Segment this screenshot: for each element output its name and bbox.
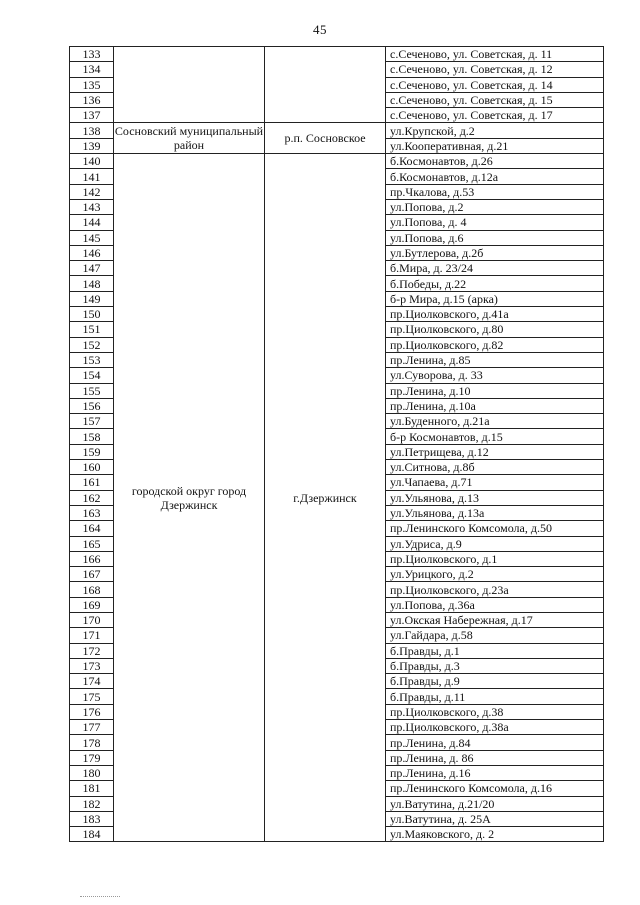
- row-number: 149: [70, 291, 114, 306]
- row-number: 170: [70, 612, 114, 627]
- row-number: 141: [70, 169, 114, 184]
- row-number: 182: [70, 796, 114, 811]
- address-cell: ул.Окская Набережная, д.17: [386, 612, 604, 627]
- address-cell: ул.Кооперативная, д.21: [386, 138, 604, 153]
- address-cell: пр.Ленинского Комсомола, д.16: [386, 781, 604, 796]
- table-row: [70, 123, 604, 138]
- address-cell: ул.Чапаева, д.71: [386, 475, 604, 490]
- address-cell: пр.Ленина, д.10: [386, 383, 604, 398]
- row-number: 179: [70, 750, 114, 765]
- settlement-cell: г.Дзержинск: [265, 154, 386, 842]
- district-cell: [114, 47, 265, 123]
- row-number: 175: [70, 689, 114, 704]
- row-number: 157: [70, 414, 114, 429]
- address-cell: б.Космонавтов, д.12а: [386, 169, 604, 184]
- row-number: 148: [70, 276, 114, 291]
- settlement-cell: [265, 47, 386, 123]
- address-cell: с.Сеченово, ул. Советская, д. 17: [386, 108, 604, 123]
- address-cell: пр.Циолковского, д.38а: [386, 720, 604, 735]
- address-cell: пр.Ленина, д.16: [386, 765, 604, 780]
- row-number: 145: [70, 230, 114, 245]
- row-number: 172: [70, 643, 114, 658]
- address-cell: пр.Циолковского, д.80: [386, 322, 604, 337]
- address-cell: пр.Ленинского Комсомола, д.50: [386, 521, 604, 536]
- address-cell: с.Сеченово, ул. Советская, д. 12: [386, 62, 604, 77]
- row-number: 177: [70, 720, 114, 735]
- row-number: 158: [70, 429, 114, 444]
- address-cell: ул.Ульянова, д.13: [386, 490, 604, 505]
- address-cell: пр.Ленина, д. 86: [386, 750, 604, 765]
- address-cell: пр.Ленина, д.85: [386, 352, 604, 367]
- row-number: 174: [70, 674, 114, 689]
- address-cell: пр.Ленина, д.10а: [386, 398, 604, 413]
- row-number: 163: [70, 505, 114, 520]
- row-number: 180: [70, 765, 114, 780]
- row-number: 181: [70, 781, 114, 796]
- row-number: 153: [70, 352, 114, 367]
- address-cell: ул.Крупской, д.2: [386, 123, 604, 138]
- address-cell: б.Правды, д.3: [386, 658, 604, 673]
- address-cell: пр.Циолковского, д.1: [386, 551, 604, 566]
- address-cell: пр.Чкалова, д.53: [386, 184, 604, 199]
- address-cell: ул.Попова, д. 4: [386, 215, 604, 230]
- address-cell: ул.Гайдара, д.58: [386, 628, 604, 643]
- row-number: 139: [70, 138, 114, 153]
- address-cell: ул.Ватутина, д.21/20: [386, 796, 604, 811]
- row-number: 178: [70, 735, 114, 750]
- address-cell: ул.Бутлерова, д.2б: [386, 245, 604, 260]
- row-number: 167: [70, 567, 114, 582]
- address-cell: с.Сеченово, ул. Советская, д. 11: [386, 47, 604, 62]
- address-table-body: [70, 47, 604, 842]
- row-number: 134: [70, 62, 114, 77]
- address-cell: ул.Ульянова, д.13а: [386, 505, 604, 520]
- settlement-cell: р.п. Сосновское: [265, 123, 386, 154]
- address-cell: б.Правды, д.11: [386, 689, 604, 704]
- address-cell: ул.Удриса, д.9: [386, 536, 604, 551]
- row-number: 137: [70, 108, 114, 123]
- address-cell: б.Мира, д. 23/24: [386, 261, 604, 276]
- page-number: 45: [313, 22, 327, 37]
- address-cell: пр.Циолковского, д.41а: [386, 307, 604, 322]
- row-number: 142: [70, 184, 114, 199]
- row-number: 159: [70, 444, 114, 459]
- district-cell: Сосновский муниципальный район: [114, 124, 264, 153]
- address-cell: пр.Циолковского, д.38: [386, 704, 604, 719]
- address-cell: б.Космонавтов, д.26: [386, 154, 604, 169]
- address-cell: с.Сеченово, ул. Советская, д. 14: [386, 77, 604, 92]
- row-number: 161: [70, 475, 114, 490]
- address-cell: ул.Попова, д.36а: [386, 597, 604, 612]
- row-number: 164: [70, 521, 114, 536]
- row-number: 138: [70, 123, 114, 138]
- address-cell: б.Победы, д.22: [386, 276, 604, 291]
- row-number: 154: [70, 368, 114, 383]
- row-number: 165: [70, 536, 114, 551]
- address-cell: ул.Петрищева, д.12: [386, 444, 604, 459]
- address-cell: ул.Суворова, д. 33: [386, 368, 604, 383]
- row-number: 173: [70, 658, 114, 673]
- address-cell: б-р Космонавтов, д.15: [386, 429, 604, 444]
- address-cell: ул.Маяковского, д. 2: [386, 827, 604, 842]
- address-cell: с.Сеченово, ул. Советская, д. 15: [386, 92, 604, 107]
- row-number: 150: [70, 307, 114, 322]
- address-cell: пр.Циолковского, д.23а: [386, 582, 604, 597]
- address-cell: пр.Ленина, д.84: [386, 735, 604, 750]
- table-row: [70, 47, 604, 62]
- row-number: 146: [70, 245, 114, 260]
- scan-artifact: [80, 896, 120, 899]
- row-number: 144: [70, 215, 114, 230]
- row-number: 147: [70, 261, 114, 276]
- row-number: 168: [70, 582, 114, 597]
- row-number: 162: [70, 490, 114, 505]
- address-cell: б.Правды, д.1: [386, 643, 604, 658]
- row-number: 176: [70, 704, 114, 719]
- address-cell: пр.Циолковского, д.82: [386, 337, 604, 352]
- address-cell: ул.Попова, д.6: [386, 230, 604, 245]
- address-cell: ул.Ситнова, д.8б: [386, 460, 604, 475]
- row-number: 136: [70, 92, 114, 107]
- row-number: 152: [70, 337, 114, 352]
- row-number: 133: [70, 47, 114, 62]
- table-row: [70, 154, 604, 169]
- row-number: 160: [70, 460, 114, 475]
- row-number: 183: [70, 811, 114, 826]
- row-number: 151: [70, 322, 114, 337]
- row-number: 156: [70, 398, 114, 413]
- address-cell: б-р Мира, д.15 (арка): [386, 291, 604, 306]
- row-number: 184: [70, 827, 114, 842]
- address-cell: б.Правды, д.9: [386, 674, 604, 689]
- address-cell: ул.Буденного, д.21а: [386, 414, 604, 429]
- district-cell: городской округ город Дзержинск: [114, 154, 265, 842]
- address-cell: ул.Ватутина, д. 25А: [386, 811, 604, 826]
- row-number: 169: [70, 597, 114, 612]
- address-table: [69, 46, 604, 842]
- row-number: 155: [70, 383, 114, 398]
- row-number: 166: [70, 551, 114, 566]
- row-number: 135: [70, 77, 114, 92]
- row-number: 143: [70, 199, 114, 214]
- address-cell: ул.Попова, д.2: [386, 199, 604, 214]
- row-number: 171: [70, 628, 114, 643]
- address-cell: ул.Урицкого, д.2: [386, 567, 604, 582]
- row-number: 140: [70, 154, 114, 169]
